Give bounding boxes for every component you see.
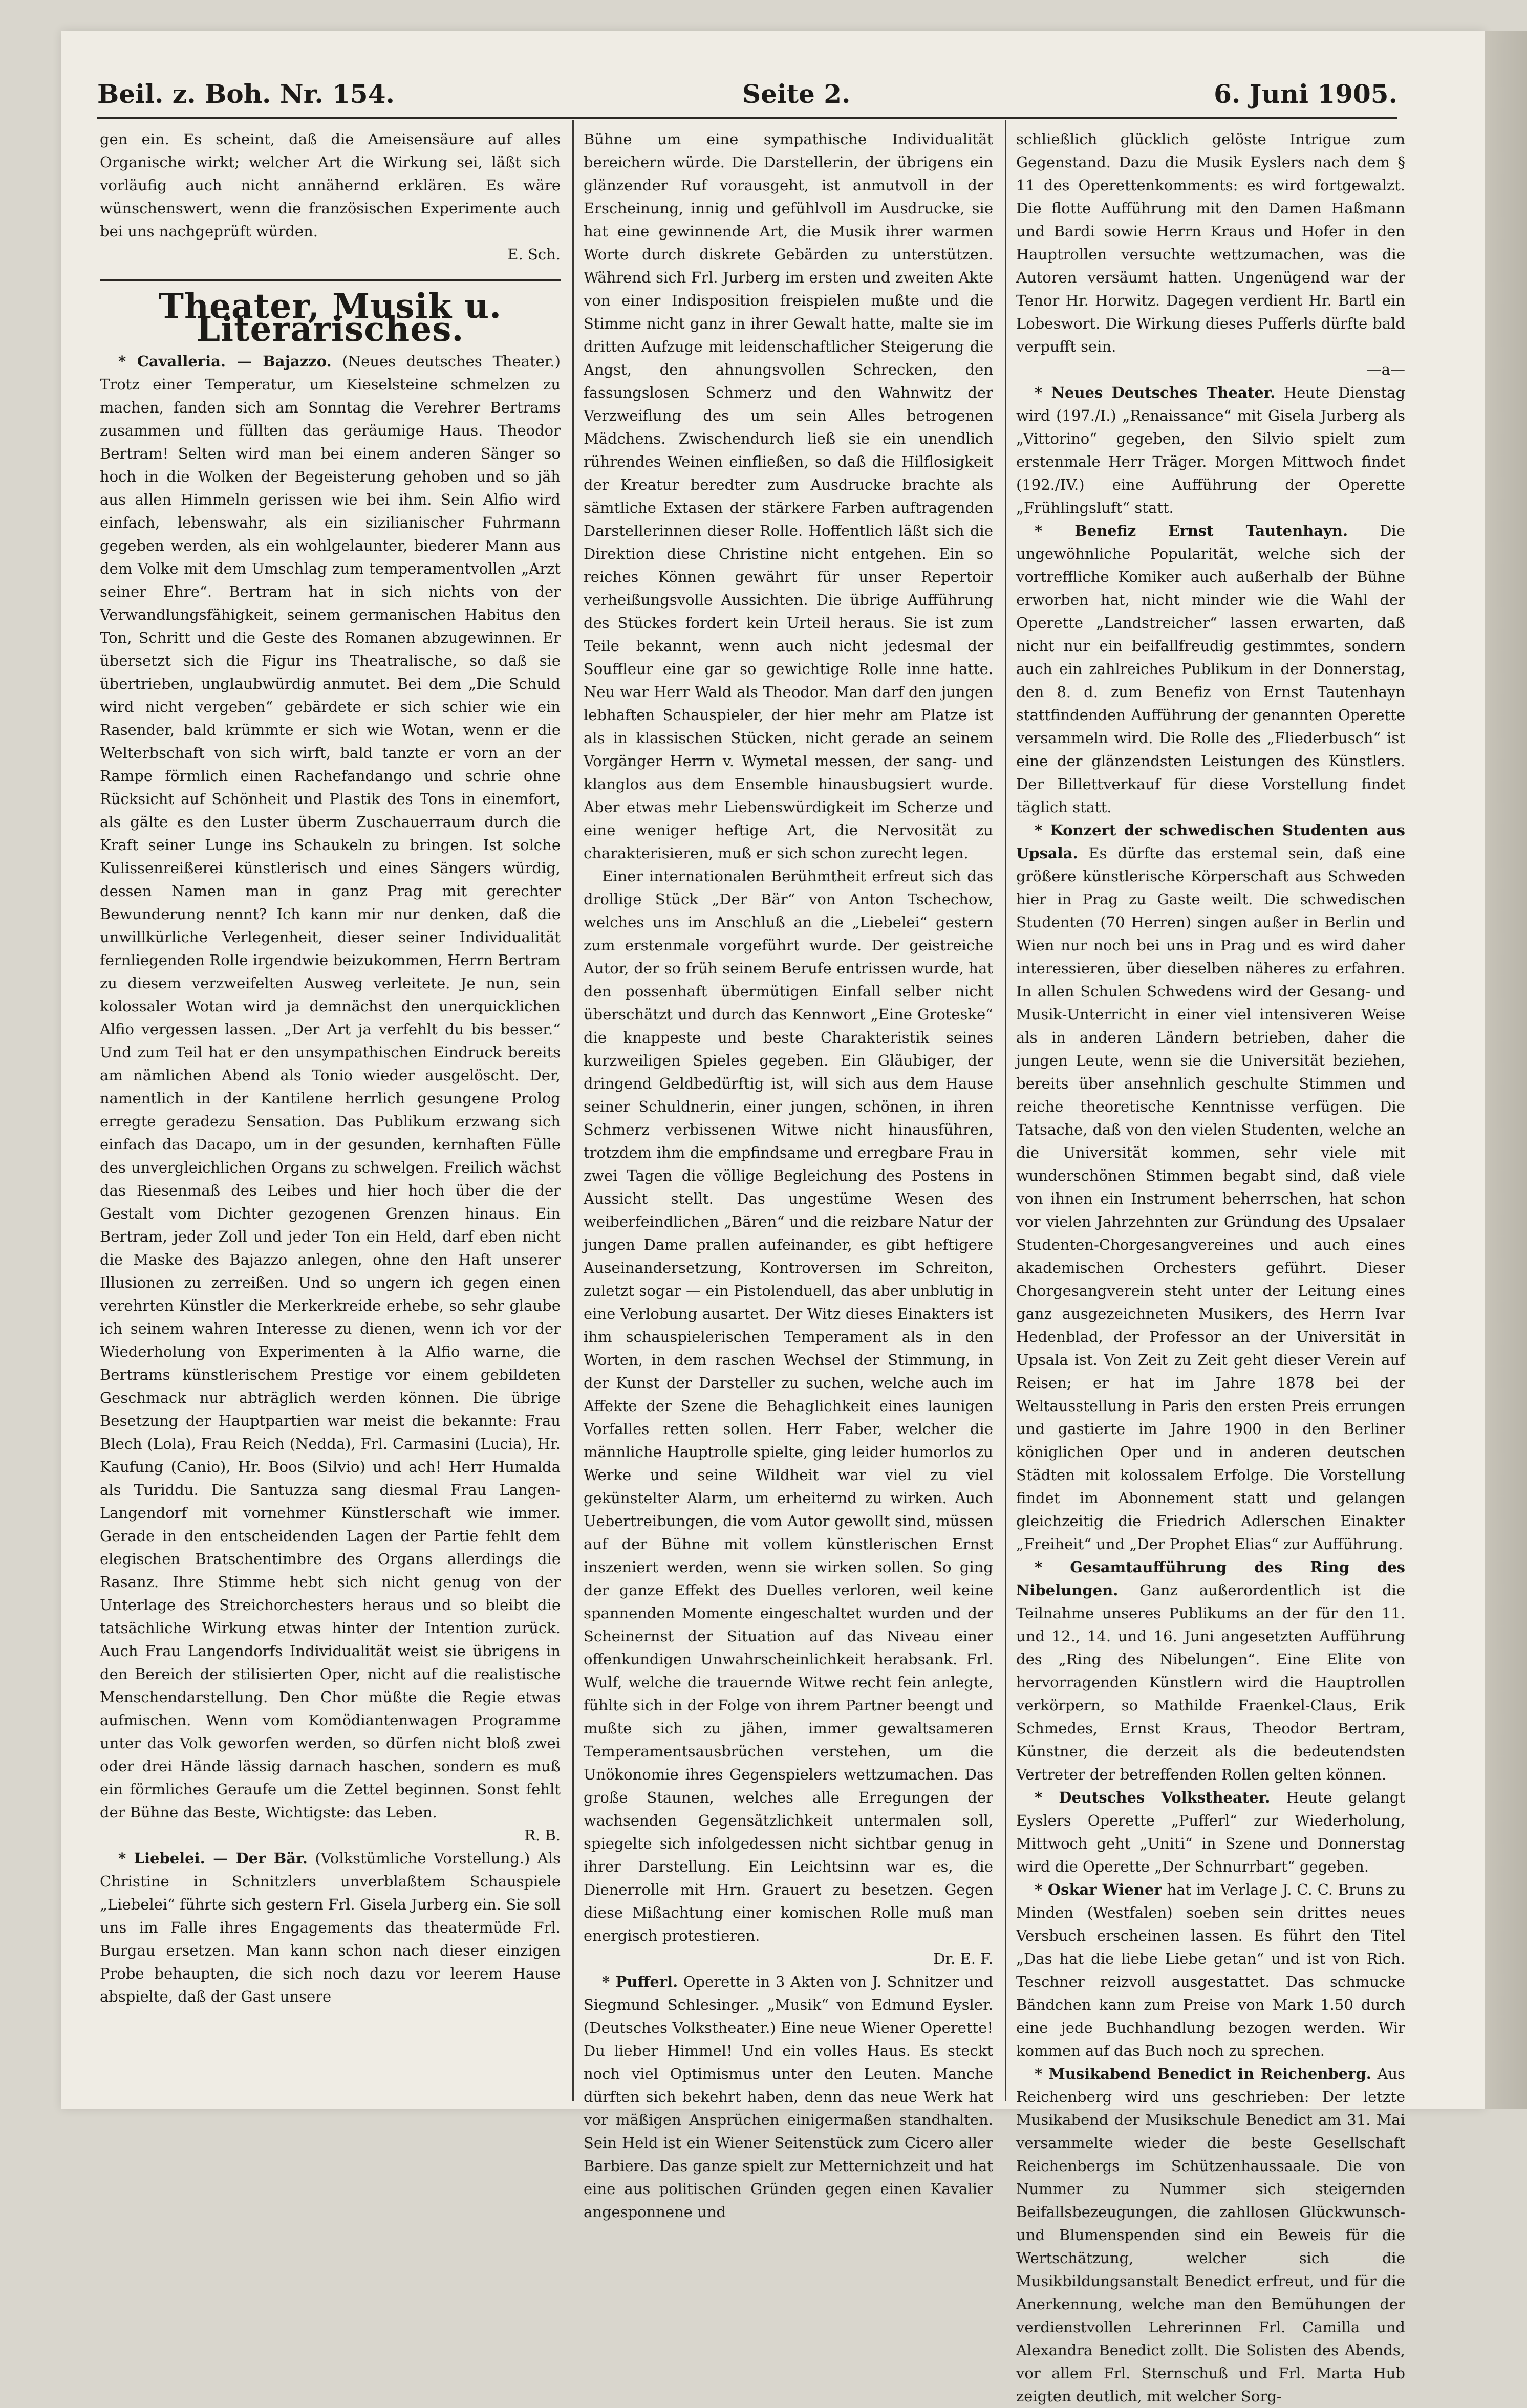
article-text-ring: Ganz außerordentlich ist die Teilnahme unseres Publikums an der für den 11. und 12., 14. und 16. Juni angesetzten Aufführung des „Ring des Nibelungen“. Eine Elite von hervorragenden Künstlern wird die Hauptrollen verkörpern, so Mathilde Fraenkel-Claus, Erik Schmedes, Ernst Kraus, Theodor Bertram, Künstner, die derzeit als die bedeutendsten Vertreter der betreffenden Rollen gelten können. <box>1016 1581 1406 1783</box>
article-signature-cavalleria: R. B. <box>524 1827 561 1844</box>
article-text-liebelei-cont: Bühne um eine sympathische Individualität bereichern würde. Die Darstellerin, der übrigens ein glänzender Ruf vorausgeht, ist anmutvoll in der Erscheinung, innig und gefühlvoll im Ausdrucke, sie hat eine gewinnende Art, die Musik ihrer warmen Worte durch diskrete Gebärden zu unterstützen. Während sich Frl. Jurberg im ersten und zweiten Akte von einer Indisposition freispielen mußte und die Stimme nicht ganz in ihrer Gewalt hatte, malte sie im dritten Aufzuge mit leidenschaftlicher Steigerung die Angst, den ahnungsvollen Schrecken, den fassungslosen Schmerz und den Wahnwitz der Verzweiflung des um sein Alles betrogenen Mädchens. Zwischendurch ließ sie ein unendlich rührendes Weinen einfließen, so daß die Hilflosigkeit der Kreatur beredter zum Ausdrucke brachte als sämtliche Extasen der stärkere Farben auftragenden Darstellerinnen dieser Rolle. Hoffentlich läßt sich die Direktion diese Christine nicht entgehen. Ein so reiches Können gewährt für unser Repertoir verheißungsvolle Aussichten. Die übrige Aufführung des Stückes fordert kein Urteil heraus. Sie ist zum Teile bekannt, wenn auch nicht jedesmal der Souffleur eine gar so gewichtige Rolle inne hatte. Neu war Herr Wald als Theodor. Man darf den jungen lebhaften Schauspieler, der hier mehr am Platze ist als in klassischen Stücken, nicht gerade an seinem Vorgänger Herrn v. Wymetal messen, der sang- und klanglos aus dem Ensemble hinausbugsiert wurde. Aber etwas mehr Liebenswürdigkeit im Scherze und eine weniger heftige Art, die Nervosität zu charakterisieren, muß er sich schon zurecht legen. <box>584 131 993 862</box>
article-heading-volkstheater: * Deutsches Volkstheater. <box>1035 1789 1271 1806</box>
article-heading-oskar-wiener: * Oskar Wiener <box>1035 1881 1162 1898</box>
article-heading-pufferl: * Pufferl. <box>602 1973 678 1990</box>
column-2 <box>584 128 993 2221</box>
article-text-baer: Einer internationalen Berühmtheit erfreut sich das drollige Stück „Der Bär“ von Anton Tschechow, welches uns im Anschluß an die „Liebelei“ gestern zum erstenmale vorgeführt wurde. Der geistreiche Autor, der so früh seinem Berufe entrissen wurde, hat den possenhaft übermütigen Einfall selber nicht überschätzt und durch das Kennwort „Eine Groteske“ die knappeste und beste Charakteristik seines kurzweiligen Spieles gegeben. Ein Gläubiger, der dringend Geldbedürftig ist, will sich aus dem Hause seiner Schuldnerin, einer jungen, schönen, in ihren Schmerz verbissenen Witwe nicht hinausführen, trotzdem ihm die empfindsame und erregbare Frau in zwei Tagen die völlige Begleichung des Postens in Aussicht stellt. Das ungestüme Wesen des weiberfeindlichen „Bären“ und die reizbare Natur der jungen Dame prallen aufeinander, es gibt heftigere Auseinandersetzung, Kontroversen im Schreiton, zuletzt sogar — ein Pistolenduell, das aber unblutig in eine Verlobung ausartet. Der Witz dieses Einakters ist ihm schauspielerischen Temperament als in den Worten, in dem raschen Wechsel der Stimmung, in der Kunst der Darsteller zu suchen, welche auch im Affekte der Szene die Behaglichkeit eines launigen Vorfalles retten sollen. Herr Faber, welcher die männliche Hauptrolle spielte, ging leider humorlos zu Werke und seine Wildheit war viel zu viel gekünstelter Alarm, um erheiternd zu wirken. Auch Uebertreibungen, die vom Autor gewollt sind, müssen auf der Bühne mit vollem künstlerischen Ernst inszeniert werden, wenn sie wirken sollen. So ging der ganze Effekt des Duelles verloren, weil keine spannenden Momente eingeschaltet wurden und der Scheinernst der Situation auf das Niveau einer offenkundigen Unwahrscheinlichkeit herabsank. Frl. Wulf, welche die trauernde Witwe recht fein anlegte, fühlte sich in der Folge von ihrem Partner beengt und mußte sich zu jähen, immer gewaltsameren Temperamentsausbrüchen verstehen, um die Unökonomie ihres Gegenspielers wettzumachen. Das große Staunen, welches alle Erregungen der wachsenden Gegensätzlichkeit untermalen soll, spiegelte sich infolgedessen nicht sichtbar genug in ihrer Darstellung. Ein Leichtsinn war es, die Dienerrolle mit Hrn. Grauert zu besetzen. Gegen diese Mißachtung einer komischen Rolle muß man energisch protestieren. <box>584 867 993 1944</box>
article-heading-benefiz: * Benefiz Ernst Tautenhayn. <box>1035 522 1348 539</box>
article-text-konzert: Es dürfte das erstemal sein, daß eine größere künstlerische Körperschaft aus Schweden hier in Prag zu Gaste weilt. Die schwedischen Studenten (70 Herren) singen außer in Berlin und Wien nur noch bei uns in Prag und es wird daher interessieren, über dieselben näheres zu erfahren. In allen Schulen Schwedens wird der Gesang- und Musik-Unterricht in einer viel intensiveren Weise als in anderen Ländern betrieben, daher die jungen Leute, wenn sie die Universität beziehen, bereits über ansehnlich geschulte Stimmen und reiche theoretische Kenntnisse verfügen. Die Tatsache, daß von den vielen Studenten, welche an die Universität kommen, sehr viele mit wunderschönen Stimmen begabt sind, daß viele von ihnen ein Instrument beherrschen, hat schon vor vielen Jahrzehnten zur Gründung des Upsalaer Studenten-Chorgesangvereines und auch eines akademischen Orchesters geführt. Dieser Chorgesangverein steht unter der Leitung eines ganz ausgezeichneten Musikers, des Herrn Ivar Hedenblad, der Professor an der Universität in Upsala ist. Von Zeit zu Zeit geht dieser Verein auf Reisen; er hat im Jahre 1878 bei der Weltausstellung in Paris den ersten Preis errungen und gastierte im Jahre 1900 in den Berliner königlichen Oper und in anderen deutschen Städten mit kolossalem Erfolge. Die Vorstellung findet im Abonnement statt und gelangen gleichzeitig die Friedrich Adlerschen Einakter „Freiheit“ und „Der Prophet Elias“ zur Aufführung. <box>1016 844 1405 1553</box>
article-heading-cavalleria: * Cavalleria. — Bajazzo. <box>118 353 332 370</box>
article-text-pufferl-cont: schließlich glücklich gelöste Intrigue zum Gegenstand. Dazu die Musik Eyslers nach dem § 11 des Operettenkomments: es wird fortgewalzt. Die flotte Aufführung mit den Damen Haßmann und Bardi sowie Herrn Kraus und Hofer in den Hauptrollen versuchte wettzumachen, was die Autoren versäumt hatten. Ungenügend war der Tenor Hr. Horwitz. Dagegen verdient Hr. Bartl ein Lobeswort. Die Wirkung dieses Pufferls dürfte bald verpufft sein. <box>1016 131 1405 355</box>
article-text-volkstheater: Heute gelangt Eyslers Operette „Pufferl“ zur Wiederholung, Mittwoch geht „Uniti“ in Szene und Donnerstag wird die Operette „Der Schnurrbart“ gegeben. <box>1016 1789 1406 1875</box>
article-text-oskar-wiener: hat im Verlage J. C. C. Bruns zu Minden (Westfalen) soeben sein drittes neues Versbuch erscheinen lassen. Es führt den Titel „Das hat die liebe Liebe getan“ und ist von Rich. Teschner reizvoll ausgestattet. Das schmucke Bändchen kann zum Preise von Mark 1.50 durch eine jede Buchhandlung bezogen werden. Wir kommen auf das Buch noch zu sprechen. <box>1016 1881 1405 2059</box>
header-rule <box>97 117 1397 119</box>
article-text-musikabend: Aus Reichenberg wird uns geschrieben: Der letzte Musikabend der Musikschule Benedict am 31. Mai versammelte wieder die beste Gesellschaft Reichenbergs im Schützenhaussaale. Die von Nummer zu Nummer sich steigernden Beifallsbezeugungen, die zahllosen Glückwunsch- und Blumenspenden sind ein Beweis für die Wertschätzung, welcher sich die Musikbildungsanstalt Benedict erfreut, und für die Anerkennung, welche man den Bemühungen der verdienstvollen Lehrerinnen Frl. Camilla und Alexandra Benedict zollt. Die Solisten des Abends, vor allem Frl. Sternschuß und Frl. Marta Hub zeigten deutlich, mit welcher Sorg- <box>1016 2065 1405 2405</box>
article-text-pufferl: Operette in 3 Akten von J. Schnitzer und Siegmund Schlesinger. „Musik“ von Edmund Eysler. (Deutsches Volkstheater.) Eine neue Wiener Operette! Du lieber Himmel! Und ein volles Haus. Es steckt noch viel Optimismus unter den Leuten. Manche dürften sich bekehrt haben, denn das neue Werk hat vor mäßigen Ansprüchen einigermaßen standhalten. Sein Held ist ein Wiener Seitenstück zum Cicero aller Barbiere. Das ganze spielt zur Metternichzeit und hat eine aus politischen Gründen gegen einen Kavalier angesponnene und <box>584 1973 993 2221</box>
header-issue: Beil. z. Boh. Nr. 154. <box>97 79 395 109</box>
column-rule-2 <box>1005 120 1006 2101</box>
column-1 <box>100 128 561 2098</box>
page-edge-shadow <box>1485 31 1527 2109</box>
page-header <box>97 72 1397 118</box>
article-text-neues-deutsches-theater: Heute Dienstag wird (197./I.) „Renaissance“ mit Gisela Jurberg als „Vittorino“ gegeben, den Silvio spielt zum erstenmale Herr Träger. Morgen Mittwoch findet (192./IV.) eine Aufführung der Operette „Frühlingsluft“ statt. <box>1016 384 1406 516</box>
article-heading-liebelei: * Liebelei. — Der Bär. <box>118 1850 308 1867</box>
header-date: 6. Juni 1905. <box>1214 79 1397 109</box>
article-text-benefiz: Die ungewöhnliche Popularität, welche sich der vortreffliche Komiker auch außerhalb der Bühne erworben hat, nicht minder wie die Wahl der Operette „Landstreicher“ lassen erwarten, daß nicht nur ein beifallfreudig gestimmtes, sondern auch ein zahlreiches Publikum in der Donnerstag, den 8. d. zum Benefiz von Ernst Tautenhayn stattfindenden Aufführung der genannten Operette versammeln wird. Die Rolle des „Fliederbusch“ ist eine der glänzendsten Leistungen des Künstlers. Der Billettverkauf für diese Vorstellung findet täglich statt. <box>1016 522 1405 816</box>
intro-signature: E. Sch. <box>507 246 561 263</box>
column-3 <box>1016 128 1406 2405</box>
column-rule-1 <box>572 120 574 2101</box>
article-signature-baer: Dr. E. F. <box>933 1950 993 1967</box>
article-heading-ring: * Gesamtaufführung des Ring des Nibelungen. <box>1016 1558 1405 1599</box>
section-title: Theater, Musik u. Literarisches. <box>100 279 561 341</box>
intro-text: gen ein. Es scheint, daß die Ameisensäure auf alles Organische wirkt; welcher Art die Wirkung sei, läßt sich vorläufig auch nicht annähernd erklären. Es wäre wünschenswert, wenn die französischen Experimente auch bei uns nachgeprüft würden. <box>100 131 561 240</box>
article-text-liebelei: (Volkstümliche Vorstellung.) Als Christine in Schnitzlers unverblaßtem Schauspiele „Liebelei“ führte sich gestern Frl. Gisela Jurberg ein. Sie soll uns im Falle ihres Engagements das theatermüde Frl. Burgau ersetzen. Man kann schon nach dieser einzigen Probe behaupten, die sich noch dazu vor leerem Hause abspielte, daß der Gast unsere <box>100 1850 561 2005</box>
article-heading-konzert: * Konzert der schwedischen Studenten aus Upsala. <box>1016 821 1405 862</box>
article-heading-musikabend: * Musikabend Benedict in Reichenberg. <box>1035 2065 1371 2082</box>
article-signature-pufferl: —a— <box>1366 361 1405 378</box>
header-page-number: Seite 2. <box>742 79 851 109</box>
article-text-cavalleria: (Neues deutsches Theater.) Trotz einer Temperatur, um Kieselsteine schmelzen zu machen, fanden sich am Sonntag die Verehrer Bertrams zusammen und füllten das geräumige Haus. Theodor Bertram! Selten wird man bei einem anderen Sänger so hoch in die Wolken der Begeisterung gehoben und so jäh aus allen Himmeln gerissen wie bei ihm. Sein Alfio wird einfach, lebenswahr, als ein sizilianischer Fuhrmann gegeben werden, als ein wohlgelaunter, biederer Mann aus dem Volke mit dem Umschlag zum temperamentvollen „Arzt seiner Ehre“. Bertram hat in sich nichts von der Verwandlungsfähigkeit, seinem germanischen Habitus den Ton, Schritt und die Geste des Romanen abzugewinnen. Er übersetzt sich die Figur ins Theatralische, so daß sie übertrieben, unglaubwürdig anmutet. Bei dem „Die Schuld wird nicht vergeben“ gebärdete er sich schier wie ein Rasender, bald krümmte er sich wie Wotan, wenn er die Welterbschaft von sich wirft, bald tanzte er vorn an der Rampe förmlich einen Rachefandango und schrie ohne Rücksicht auf Schönheit und Plastik des Tons in einemfort, als gälte es den Luster überm Zuschauerraum durch die Kraft seiner Lunge ins Schaukeln zu bringen. Ist solche Kulissenreißerei künstlerisch und eines Sängers würdig, dessen Namen man in ganz Prag mit gerechter Bewunderung nennt? Ich kann mir nur denken, daß die unwillkürliche Verlegenheit, dieser seiner Individualität fernliegenden Rolle irgendwie beizukommen, Herrn Bertram zu diesem verzweifelten Ausweg verleitete. Je nun, sein kolossaler Wotan wird ja demnächst den unerquicklichen Alfio vergessen lassen. „Der Art ja verfehlt du bis besser.“ Und zum Teil hat er den unsympathischen Eindruck bereits am nämlichen Abend als Tonio wieder ausgelöscht. Der, namentlich in der Kantilene herrlich gesungene Prolog erregte geradezu Sensation. Das Publikum erzwang sich einfach das Dacapo, um in der gesunden, kernhaften Fülle des unvergleichlichen Organs zu schwelgen. Freilich wächst das Riesenmaß des Leibes und hier hoch über die der Gestalt vom Dichter gezogenen Grenzen hinaus. Ein Bertram, jeder Zoll und jeder Ton ein Held, darf eben nicht die Maske des Bajazzo anlegen, ohne den Haft unserer Illusionen zu zerreißen. Und so ungern ich gegen einen verehrten Künstler die Merkerkreide erhebe, so sehr glaube ich seinem wahren Interesse zu dienen, wenn ich vor der Wiederholung von Experimenten à la Alfio warne, die Bertrams künstlerischem Prestige vor einem gebildeten Geschmack nur abträglich werden können. Die übrige Besetzung der Hauptpartien war meist die bekannte: Frau Blech (Lola), Frau Reich (Nedda), Frl. Carmasini (Lucia), Hr. Kaufung (Canio), Hr. Boos (Silvio) und ach! Herr Humalda als Turiddu. Die Santuzza sang diesmal Frau Langen-Langendorf mit vornehmer Künstlerschaft wie immer. Gerade in den entscheidenden Lagen der Partie fehlt dem elegischen Bratschentimbre des Organs allerdings die Rasanz. Ihre Stimme hebt sich nicht genug von der Unterlage des Streichorchesters heraus und so bleibt die tatsächliche Wirkung etwas hinter der Intention zurück. Auch Frau Langendorfs Individualität weist sie übrigens in den Bereich der stilisierten Oper, nicht auf die realistische Menschendarstellung. Den Chor müßte die Regie etwas aufmischen. Wenn vom Komödiantenwagen Programme unter das Volk geworfen werden, so dürfen nicht bloß zwei oder drei Hände lässig darnach haschen, sondern es muß ein förmliches Geraufe um die Zettel beginnen. Sonst fehlt der Bühne das Beste, Wichtigste: das Leben. <box>100 353 561 1821</box>
article-heading-neues-deutsches-theater: * Neues Deutsches Theater. <box>1035 384 1276 401</box>
